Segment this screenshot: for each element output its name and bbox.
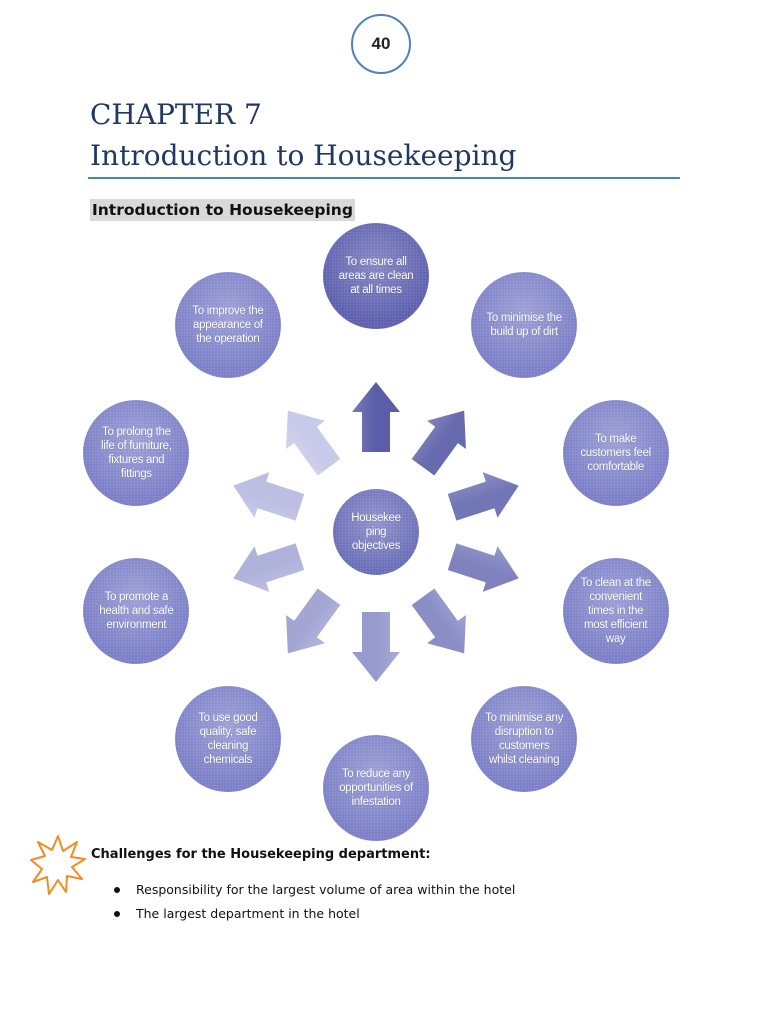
objective-bubble: To minimise the build up of dirt xyxy=(471,272,577,378)
direction-arrow xyxy=(226,463,307,530)
direction-arrow xyxy=(404,583,484,668)
direction-arrow xyxy=(445,463,526,530)
objective-bubble: To minimise any disruption to customers whilst cleaning xyxy=(471,686,577,792)
objective-bubble: To make customers feel comfortable xyxy=(563,400,669,506)
direction-arrow xyxy=(352,382,400,452)
list-item: Responsibility for the largest volume of area within the hotel xyxy=(112,880,515,904)
chapter-label: CHAPTER 7 xyxy=(90,98,262,131)
starburst-icon xyxy=(30,834,86,896)
direction-arrow xyxy=(268,397,348,482)
direction-arrow xyxy=(445,534,526,601)
challenges-list xyxy=(112,880,515,928)
objective-bubble: To reduce any opportunities of infestation xyxy=(323,735,429,841)
challenges-heading: Challenges for the Housekeeping department: xyxy=(91,847,431,862)
page-number: 40 xyxy=(351,14,411,74)
objective-bubble: To use good quality, safe cleaning chemicals xyxy=(175,686,281,792)
objective-bubble: To ensure all areas are clean at all times xyxy=(323,223,429,329)
direction-arrow xyxy=(404,397,484,482)
objective-bubble: To clean at the convenient times in the most efficient way xyxy=(563,558,669,664)
title-rule xyxy=(88,177,680,179)
objective-bubble: To prolong the life of furniture, fixtures and fittings xyxy=(83,400,189,506)
chapter-name: Introduction to Housekeeping xyxy=(90,139,517,172)
center-objectives-bubble: Housekee ping objectives xyxy=(333,489,419,575)
objective-bubble: To promote a health and safe environment xyxy=(83,558,189,664)
objective-bubble: To improve the appearance of the operation xyxy=(175,272,281,378)
direction-arrow xyxy=(352,612,400,682)
objectives-diagram xyxy=(90,232,680,832)
chapter-title xyxy=(90,94,516,176)
section-heading: Introduction to Housekeeping xyxy=(92,201,353,219)
direction-arrow xyxy=(226,534,307,601)
list-item: The largest department in the hotel xyxy=(112,904,515,928)
direction-arrow xyxy=(268,583,348,668)
